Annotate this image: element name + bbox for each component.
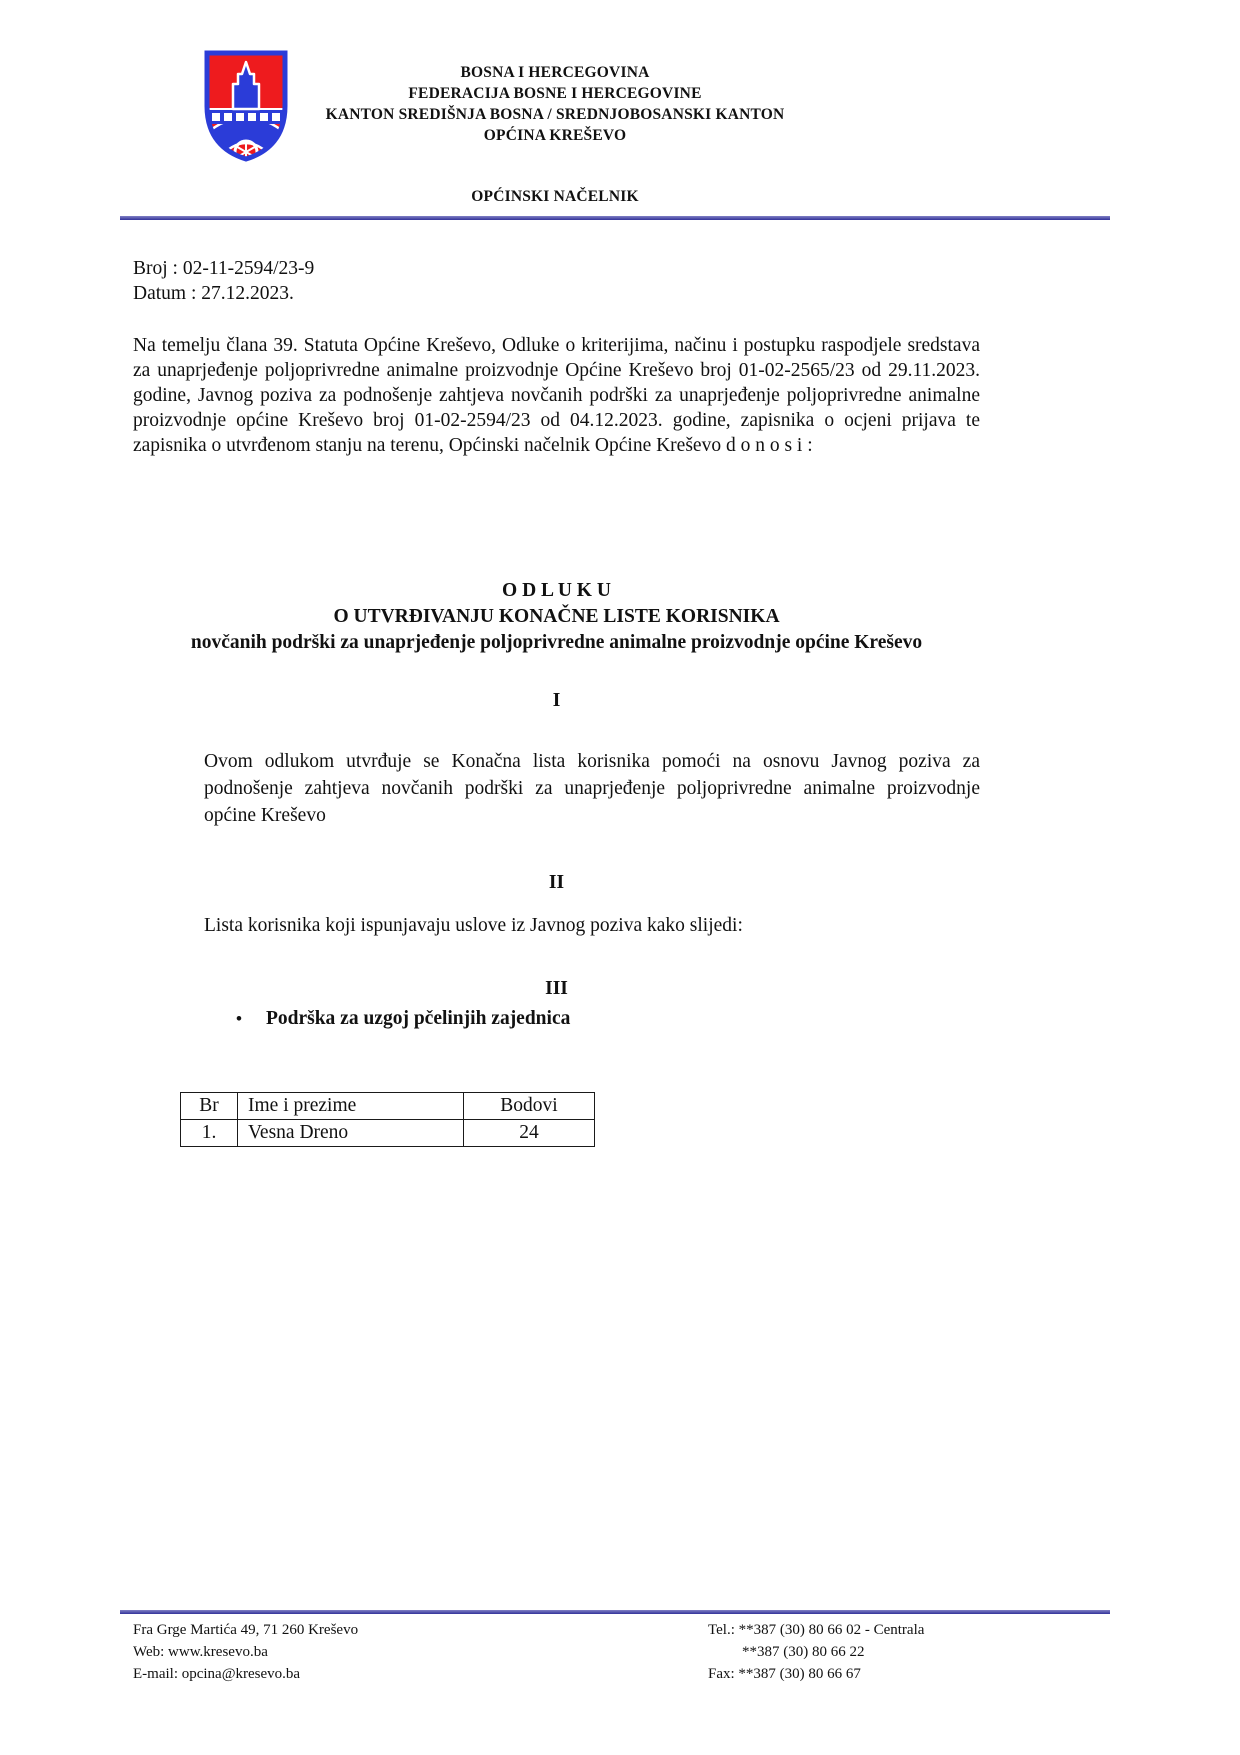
header-office: OPĆINSKI NAČELNIK — [471, 188, 639, 205]
footer-fax: Fax: **387 (30) 80 66 67 — [708, 1666, 861, 1682]
footer-tel-primary: Tel.: **387 (30) 80 66 02 - Centrala — [708, 1622, 925, 1638]
section-1-paragraph: Ovom odlukom utvrđuje se Konačna lista korisnika pomoći na osnovu Javnog poziva za podnošenje zahtjeva novčanih podrški za unaprjeđenje poljoprivredne animalne proizvodnje općine Kreševo — [204, 751, 980, 826]
decision-title-main: O UTVRĐIVANJU KONAČNE LISTE KORISNIKA — [333, 606, 780, 627]
footer-contact-right — [708, 1619, 924, 1685]
org-line-canton: KANTON SREDIŠNJA BOSNA / SREDNJOBOSANSKI KANTON — [325, 106, 785, 123]
footer-rule — [120, 1610, 1110, 1614]
doc-number: Broj : 02-11-2594/23-9 — [133, 258, 315, 279]
beneficiaries-table — [180, 1092, 595, 1147]
col-header-name: Ime i prezime — [238, 1093, 464, 1120]
table-row — [181, 1120, 595, 1147]
org-line-federation: FEDERACIJA BOSNE I HERCEGOVINE — [408, 85, 702, 102]
decision-title-word: O D L U K U — [502, 580, 611, 601]
bullet-icon: • — [236, 1009, 242, 1028]
section-1-label: I — [552, 690, 561, 711]
decision-title-sub: novčanih podrški za unaprjeđenje poljoprivredne animalne proizvodnje općine Kreševo — [190, 632, 923, 653]
footer-web: Web: www.kresevo.ba — [133, 1644, 268, 1660]
intro-paragraph: Na temelju člana 39. Statuta Općine Kreševo, Odluke o kriterijima, načinu i postupku raspodjele sredstava za unaprjeđenje poljoprivredne animalne proizvodnje Općine Kreševo broj 01-02-2565/23 od 29.11.2023. godine, Javnog poziva za podnošenje zahtjeva novčanih podrški za unaprjeđenje poljoprivredne animalne proizvodnje općine Kreševo broj 01-02-2594/23 od 04.12.2023. godine, zapisnika o ocjeni prijava te zapisnika o utvrđenom stanju na terenu, Općinski načelnik Općine Kreševo d o n o s i : — [133, 335, 980, 456]
org-line-municipality: OPĆINA KREŠEVO — [483, 127, 627, 144]
section-3-label: III — [545, 978, 568, 999]
support-bullet-text: Podrška za uzgoj pčelinjih zajednica — [265, 1008, 571, 1029]
footer-tel-secondary: **387 (30) 80 66 22 — [742, 1644, 865, 1660]
table-header-row — [181, 1093, 595, 1120]
decision-title-block — [133, 578, 980, 656]
doc-date: Datum : 27.12.2023. — [133, 283, 294, 304]
section-2-label: II — [548, 872, 565, 893]
col-header-points: Bodovi — [464, 1093, 595, 1120]
doc-meta — [133, 256, 314, 306]
section-2-paragraph: Lista korisnika koji ispunjavaju uslove iz Javnog poziva kako slijedi: — [204, 915, 743, 936]
bridge-deck — [207, 108, 285, 124]
header-rule — [120, 216, 1110, 220]
footer-address: Fra Grge Martića 49, 71 260 Kreševo — [133, 1622, 359, 1638]
kresevo-coat-of-arms-icon — [203, 50, 289, 162]
cell-row-number: 1. — [181, 1120, 238, 1147]
cell-name: Vesna Dreno — [238, 1120, 464, 1147]
org-line-country: BOSNA I HERCEGOVINA — [460, 64, 650, 81]
cell-points: 24 — [464, 1120, 595, 1147]
coat-of-arms-svg — [203, 50, 289, 162]
footer-email: E-mail: opcina@kresevo.ba — [133, 1666, 301, 1682]
header-org-block — [290, 62, 820, 146]
footer-contact-left — [133, 1619, 358, 1685]
col-header-br: Br — [181, 1093, 238, 1120]
support-bullet-item — [236, 1008, 570, 1030]
